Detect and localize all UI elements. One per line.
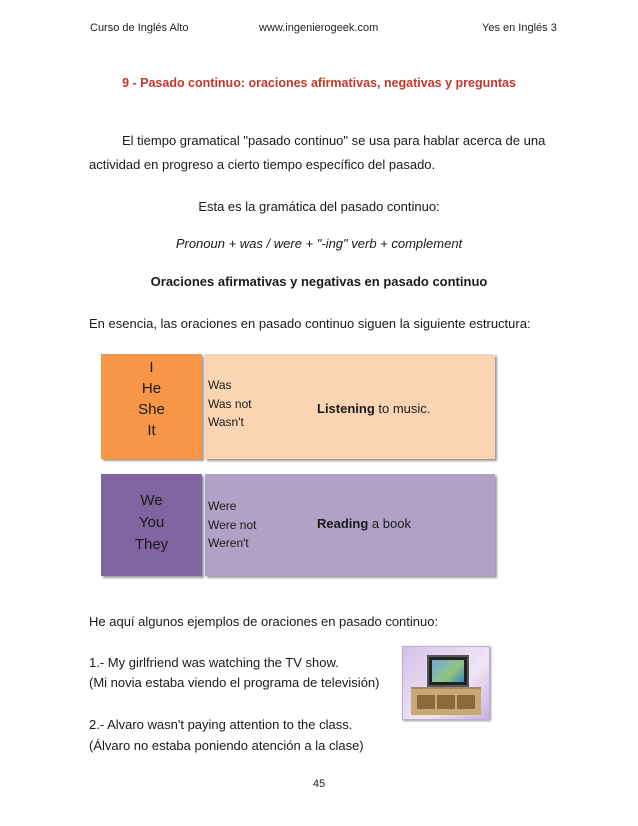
singular-pronoun-cell [101, 354, 202, 459]
example-1-spanish: (Mi novia estaba viendo el programa de televisión) [89, 675, 380, 690]
plural-pronoun-cell [101, 474, 202, 576]
structure-intro: En esencia, las oraciones en pasado continuo siguen la siguiente estructura: [89, 316, 531, 331]
example-1-english: 1.- My girlfriend was watching the TV show. [89, 655, 339, 670]
pronoun-they: They [134, 536, 169, 553]
tv-cabinet [411, 687, 481, 715]
pronoun-she: She [138, 401, 165, 418]
header-book: Yes en Inglés 3 [482, 22, 557, 34]
singular-example-verb: Listening [317, 401, 375, 416]
form-were: Were [208, 499, 237, 513]
plural-example [317, 516, 411, 531]
header-course: Curso de Inglés Alto [90, 22, 189, 34]
form-wasnt: Wasn't [208, 415, 244, 429]
plural-body-cell [205, 474, 495, 576]
pronoun-i: I [149, 359, 154, 376]
form-was-not: Was not [208, 396, 252, 411]
tv-room-photo [402, 646, 490, 720]
plural-example-complement: a book [368, 516, 411, 531]
example-2-spanish: (Álvaro no estaba poniendo atención a la clase) [89, 738, 364, 753]
page-number: 45 [312, 778, 326, 790]
plural-example-verb: Reading [317, 516, 369, 531]
section-heading: Oraciones afirmativas y negativas en pasado continuo [150, 274, 488, 289]
television-icon [427, 655, 469, 687]
page-title: 9 - Pasado continuo: oraciones afirmativas, negativas y preguntas [122, 76, 516, 90]
singular-example [317, 401, 430, 416]
examples-intro: He aquí algunos ejemplos de oraciones en pasado continuo: [89, 614, 439, 629]
grammar-formula: Pronoun + was / were + "-ing" verb + complement [175, 236, 463, 251]
intro-line-1: El tiempo gramatical "pasado continuo" se usa para hablar acerca de una [122, 133, 546, 148]
pronoun-he: He [141, 380, 162, 397]
header-website: www.ingenierogeek.com [259, 22, 379, 34]
form-was: Was [208, 378, 232, 392]
form-werent: Weren't [208, 536, 249, 550]
grammar-intro: Esta es la gramática del pasado continuo: [198, 199, 440, 214]
pronoun-it: It [147, 422, 156, 439]
singular-body-cell [205, 354, 495, 459]
pronoun-you: You [138, 514, 165, 531]
form-were-not: Were not [208, 517, 257, 532]
intro-line-2: actividad en progreso a cierto tiempo específico del pasado. [89, 157, 436, 172]
pronoun-we: We [140, 492, 163, 509]
example-2-english: 2.- Alvaro wasn't paying attention to the class. [89, 717, 353, 732]
singular-example-complement: to music. [374, 401, 431, 416]
